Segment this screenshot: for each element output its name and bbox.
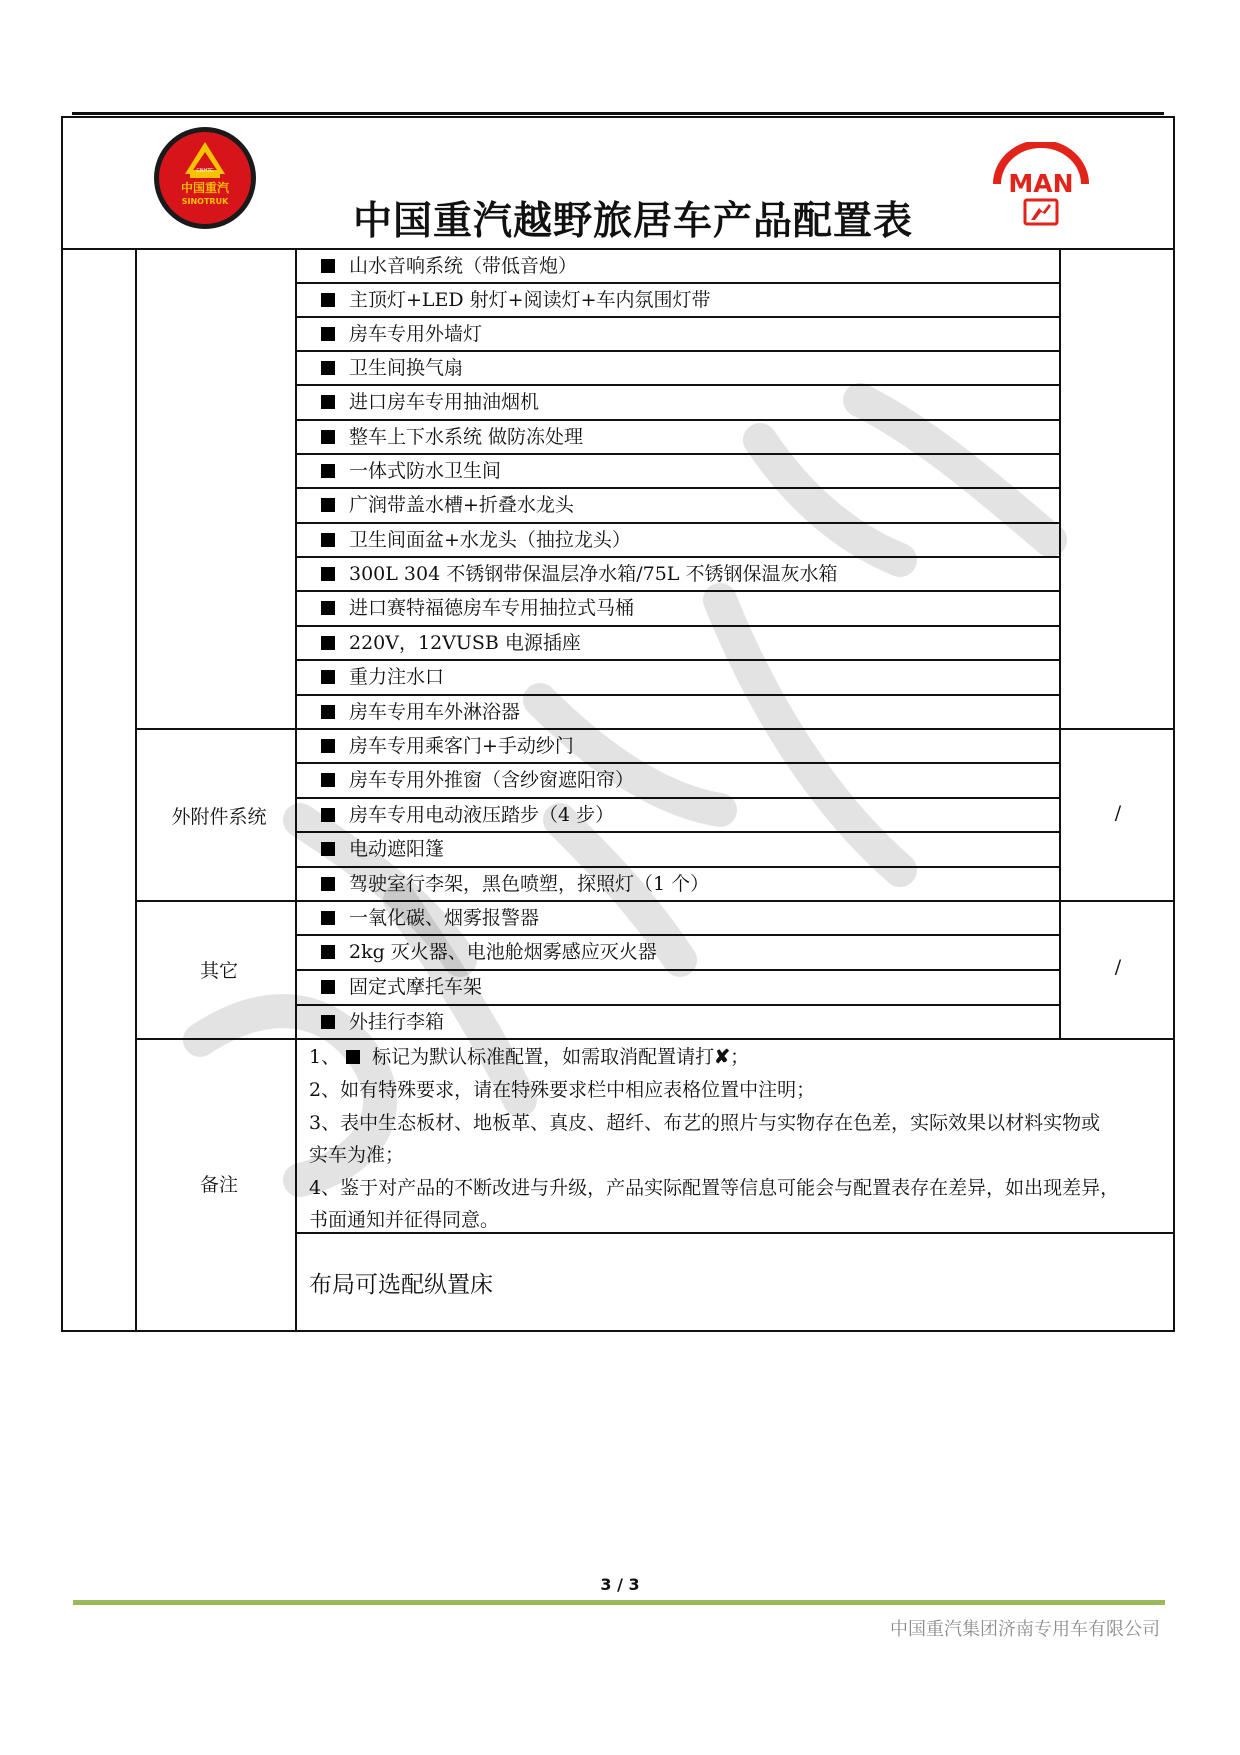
config-item: 220V，12VUSB 电源插座 — [309, 627, 1055, 659]
page-number: 3 / 3 — [600, 1575, 640, 1594]
config-item: 房车专用乘客门+手动纱门 — [309, 730, 1055, 762]
config-item: 房车专用外墙灯 — [309, 318, 1055, 350]
config-item: 主顶灯+LED 射灯+阅读灯+车内氛围灯带 — [309, 284, 1055, 316]
default-mark-icon — [321, 911, 335, 925]
config-item: 房车专用电动液压踏步（4 步） — [309, 799, 1055, 831]
config-item: 一氧化碳、烟雾报警器 — [309, 902, 1055, 934]
default-mark-icon — [321, 842, 335, 856]
optional-layout-note: 布局可选配纵置床 — [309, 1272, 493, 1298]
config-item: 卫生间换气扇 — [309, 352, 1055, 384]
company-name: 中国重汽集团济南专用车有限公司 — [890, 1619, 1160, 1640]
config-item: 驾驶室行李架，黑色喷塑，探照灯（1 个） — [309, 868, 1055, 900]
default-mark-icon — [321, 464, 335, 478]
man-logo — [989, 142, 1093, 232]
default-mark-icon — [321, 601, 335, 615]
default-mark-icon — [321, 361, 335, 375]
default-mark-icon — [321, 670, 335, 684]
category-exterior: 外附件系统 — [171, 806, 267, 828]
default-mark-icon — [321, 739, 335, 753]
remark-1: 1、 标记为默认标准配置，如需取消配置请打✘； — [309, 1046, 750, 1068]
remark-2: 2、如有特殊要求，请在特殊要求栏中相应表格位置中注明； — [309, 1079, 816, 1101]
config-item: 房车专用车外淋浴器 — [309, 696, 1055, 728]
default-mark-icon — [321, 567, 335, 581]
config-item: 卫生间面盆+水龙头（抽拉龙头） — [309, 524, 1055, 556]
default-mark-icon — [321, 945, 335, 959]
remark-3-cont: 实车为准； — [309, 1144, 405, 1166]
default-mark-icon — [321, 980, 335, 994]
default-mark-icon — [321, 636, 335, 650]
config-item: 房车专用外推窗（含纱窗遮阳帘） — [309, 764, 1055, 796]
default-mark-icon — [321, 533, 335, 547]
col-line-3 — [1059, 248, 1061, 1038]
config-item: 2kg 灭火器、电池舱烟雾感应灭火器 — [309, 936, 1055, 968]
config-item: 广润带盖水槽+折叠水龙头 — [309, 489, 1055, 521]
default-mark-icon — [321, 773, 335, 787]
category-remarks: 备注 — [199, 1174, 238, 1196]
config-item: 山水音响系统（带低音炮） — [309, 250, 1055, 282]
col-line-1 — [135, 248, 137, 1332]
default-mark-icon — [321, 808, 335, 822]
config-item: 进口赛特福德房车专用抽拉式马桶 — [309, 592, 1055, 624]
default-mark-icon — [321, 877, 335, 891]
footer-rule — [73, 1600, 1165, 1605]
default-mark-icon — [346, 1050, 360, 1064]
default-mark-icon — [321, 259, 335, 273]
config-item: 重力注水口 — [309, 661, 1055, 693]
svg-text:MAN: MAN — [1008, 169, 1074, 198]
section-line-3 — [135, 1038, 1173, 1040]
config-item: 整车上下水系统 做防冻处理 — [309, 421, 1055, 453]
default-mark-icon — [321, 327, 335, 341]
config-item: 固定式摩托车架 — [309, 971, 1055, 1003]
special-requirement: / — [1114, 956, 1122, 978]
remark-4-cont: 书面通知并征得同意。 — [309, 1209, 500, 1231]
default-mark-icon — [321, 430, 335, 444]
config-item: 进口房车专用抽油烟机 — [309, 386, 1055, 418]
config-table — [61, 116, 1175, 1332]
remark-4: 4、鉴于对产品的不断改进与升级，产品实际配置等信息可能会与配置表存在差异，如出现差异， — [309, 1177, 1120, 1199]
cancel-mark-icon: ✘ — [714, 1046, 731, 1068]
svg-text:SINOTRUK: SINOTRUK — [181, 197, 229, 206]
default-mark-icon — [321, 705, 335, 719]
category-other: 其它 — [199, 960, 238, 982]
svg-text:中国重汽: 中国重汽 — [180, 181, 230, 195]
document-title: 中国重汽越野旅居车产品配置表 — [352, 198, 913, 244]
default-mark-icon — [321, 498, 335, 512]
config-item: 一体式防水卫生间 — [309, 455, 1055, 487]
default-mark-icon — [321, 293, 335, 307]
config-item: 外挂行李箱 — [309, 1006, 1055, 1038]
default-mark-icon — [321, 1015, 335, 1029]
svg-text:CNHTC: CNHTC — [196, 168, 214, 174]
top-rule — [72, 112, 1164, 115]
table-header — [63, 118, 1173, 250]
remark-3: 3、表中生态板材、地板革、真皮、超纤、布艺的照片与实物存在色差，实际效果以材料实物或 — [309, 1112, 1101, 1134]
default-mark-icon — [321, 395, 335, 409]
special-requirement: / — [1114, 802, 1122, 824]
config-item: 电动遮阳篷 — [309, 833, 1055, 865]
config-item: 300L 304 不锈钢带保温层净水箱/75L 不锈钢保温灰水箱 — [309, 558, 1055, 590]
